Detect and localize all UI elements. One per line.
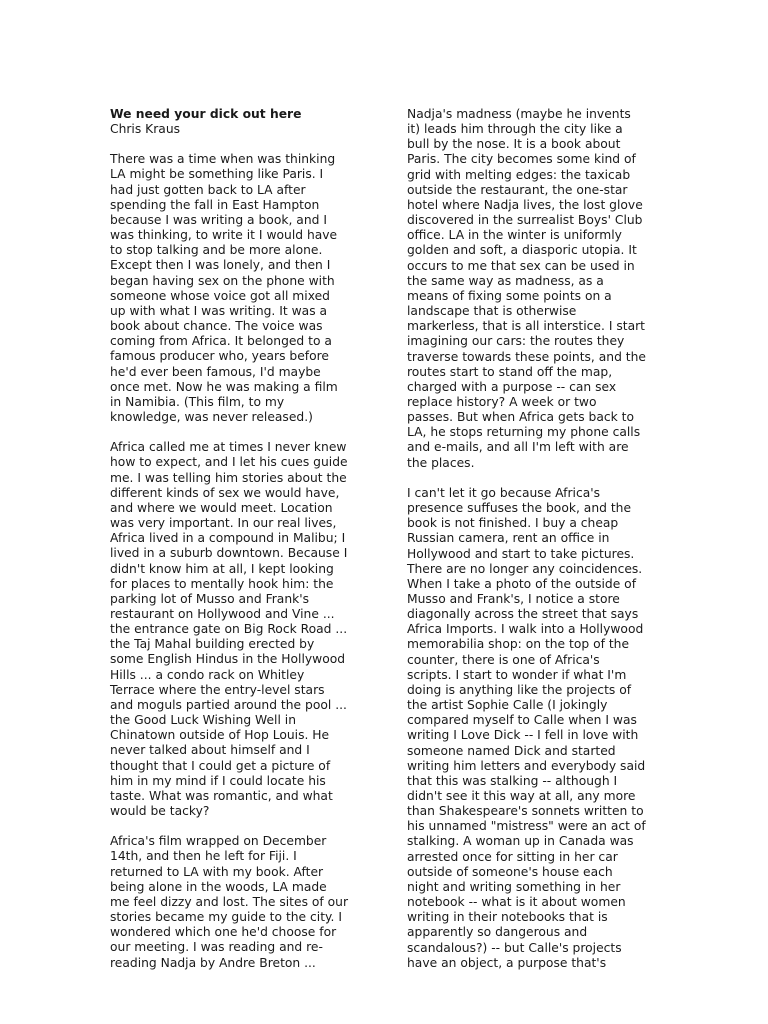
text-line: the same way as madness, as a (407, 273, 604, 288)
article-author: Chris Kraus (110, 122, 181, 137)
text-line: in Namibia. (This film, to my (110, 394, 285, 409)
text-line: There are no longer any coincidences. (407, 561, 643, 576)
text-line: scandalous?) -- but Calle's projects (407, 940, 622, 955)
text-line: outside the restaurant, the one-star (407, 182, 628, 197)
text-line: charged with a purpose -- can sex (407, 379, 617, 394)
text-line: hotel where Nadja lives, the lost glove (407, 197, 643, 212)
text-line: Hills ... a condo rack on Whitley (110, 667, 305, 682)
text-line: Hollywood and start to take pictures. (407, 546, 635, 561)
text-line: Russian camera, rent an office in (407, 531, 610, 546)
right-column-body (407, 107, 662, 971)
text-line: thought that I could get a picture of (110, 758, 331, 773)
text-line: Except then I was lonely, and then I (110, 258, 331, 273)
text-line: someone named Dick and started (407, 743, 616, 758)
text-line: famous producer who, years before (110, 349, 329, 364)
text-line: have an object, a purpose that's (407, 955, 607, 970)
text-line: arrested once for sitting in her car (407, 849, 618, 864)
text-line: diagonally across the street that says (407, 607, 639, 622)
text-line: I can't let it go because Africa's (407, 485, 601, 500)
text-line: landscape that is otherwise (407, 304, 577, 319)
text-line: someone whose voice got all mixed (110, 288, 330, 303)
paragraph (110, 834, 360, 970)
text-line: me. I was telling him stories about the (110, 470, 347, 485)
text-line: began having sex on the phone with (110, 273, 335, 288)
text-line: coming from Africa. It belonged to a (110, 334, 332, 349)
text-line: LA, he stops returning my phone calls (407, 425, 641, 440)
text-line: reading Nadja by Andre Breton ... (110, 955, 316, 970)
text-line: spending the fall in East Hampton (110, 197, 320, 212)
text-line: up with what I was writing. It was a (110, 303, 328, 318)
text-line: replace history? A week or two (407, 394, 597, 409)
text-line: occurs to me that sex can be used in (407, 258, 635, 273)
text-line: scripts. I start to wonder if what I'm (407, 667, 627, 682)
text-line: the Taj Mahal building erected by (110, 637, 315, 652)
left-column-body (110, 152, 360, 970)
text-line: than Shakespeare's sonnets written to (407, 804, 644, 819)
text-line: me feel dizzy and lost. The sites of our (110, 894, 349, 909)
text-line: some English Hindus in the Hollywood (110, 652, 346, 667)
text-line: it) leads him through the city like a (407, 122, 623, 137)
text-line: compared myself to Calle when I was (407, 713, 637, 728)
text-line: counter, there is one of Africa's (407, 652, 600, 667)
text-line: doing is anything like the projects of (407, 682, 632, 697)
text-line: restaurant on Hollywood and Vine ... (110, 606, 335, 621)
text-line: Musso and Frank's, I notice a store (407, 591, 620, 606)
text-line: would be tacky? (110, 804, 210, 819)
article-title: We need your dick out here (110, 107, 302, 121)
text-line: stalking. A woman up in Canada was (407, 834, 634, 849)
text-line: once met. Now he was making a film (110, 379, 338, 394)
text-line: taste. What was romantic, and what (110, 788, 333, 803)
text-line: the Good Luck Wishing Well in (110, 713, 296, 728)
text-line: discovered in the surrealist Boys' Club (407, 213, 643, 228)
text-line: writing I Love Dick -- I fell in love with (407, 728, 639, 743)
text-line: to stop talking and be more alone. (110, 243, 323, 258)
text-line: memorabilia shop: on the top of the (407, 637, 630, 652)
text-line: grid with melting edges: the taxicab (407, 167, 631, 182)
text-line: parking lot of Musso and Frank's (110, 591, 310, 606)
text-line: Paris. The city becomes some kind of (407, 152, 636, 167)
text-line: writing in their notebooks that is (407, 910, 608, 925)
text-line: the artist Sophie Calle (I jokingly (407, 698, 608, 713)
text-line: that this was stalking -- although I (407, 773, 618, 788)
paragraph (110, 440, 360, 819)
text-line: book is not finished. I buy a cheap (407, 516, 619, 531)
text-line: outside of someone's house each (407, 864, 613, 879)
right-column (407, 107, 662, 986)
text-line: him in my mind if I could locate his (110, 773, 326, 788)
text-line: for places to mentally hook him: the (110, 576, 334, 591)
text-line: never talked about himself and I (110, 743, 310, 758)
text-line: markerless, that is all interstice. I start (407, 319, 645, 334)
text-line: notebook -- what is it about women (407, 895, 626, 910)
text-line: different kinds of sex we would have, (110, 485, 340, 500)
text-line: presence suffuses the book, and the (407, 501, 632, 516)
text-line: writing him letters and everybody said (407, 758, 646, 773)
text-line: wondered which one he'd choose for (110, 925, 337, 940)
text-line: When I take a photo of the outside of (407, 576, 637, 591)
text-line: he'd ever been famous, I'd maybe (110, 364, 321, 379)
text-line: our meeting. I was reading and re- (110, 940, 323, 955)
text-line: didn't see it this way at all, any more (407, 789, 636, 804)
text-line: means of fixing some points on a (407, 288, 612, 303)
text-line: book about chance. The voice was (110, 319, 323, 334)
text-line: traverse towards these points, and the (407, 349, 646, 364)
text-line: Africa called me at times I never knew (110, 440, 347, 455)
text-line: knowledge, was never released.) (110, 409, 313, 424)
paragraph (407, 107, 662, 471)
text-line: Chinatown outside of Hop Louis. He (110, 728, 330, 743)
left-column (110, 107, 360, 986)
text-line: and where we would meet. Location (110, 500, 333, 515)
text-line: because I was writing a book, and I (110, 212, 327, 227)
paragraph (110, 152, 360, 425)
text-line: being alone in the woods, LA made (110, 879, 327, 894)
text-line: Nadja's madness (maybe he invents (407, 107, 631, 121)
text-line: lived in a suburb downtown. Because I (110, 546, 348, 561)
text-line: Terrace where the entry-level stars (110, 682, 325, 697)
text-line: bull by the nose. It is a book about (407, 137, 621, 152)
text-line: 14th, and then he left for Fiji. I (110, 849, 297, 864)
text-line: the places. (407, 455, 475, 470)
text-line: how to expect, and I let his cues guide (110, 455, 348, 470)
text-line: Africa lived in a compound in Malibu; I (110, 531, 346, 546)
text-line: golden and soft, a diasporic utopia. It (407, 243, 637, 258)
text-line: imagining our cars: the routes they (407, 334, 625, 349)
text-line: There was a time when was thinking (110, 152, 336, 167)
text-line: stories became my guide to the city. I (110, 910, 342, 925)
text-line: didn't know him at all, I kept looking (110, 561, 334, 576)
text-line: and moguls partied around the pool ... (110, 697, 347, 712)
text-line: LA might be something like Paris. I (110, 167, 324, 182)
text-line: routes start to stand off the map, (407, 364, 613, 379)
text-line: Africa's film wrapped on December (110, 834, 327, 849)
text-line: returned to LA with my book. After (110, 864, 324, 879)
text-line: night and writing something in her (407, 879, 621, 894)
text-line: was thinking, to write it I would have (110, 228, 338, 243)
text-line: office. LA in the winter is uniformly (407, 228, 622, 243)
text-line: was very important. In our real lives, (110, 516, 337, 531)
text-line: the entrance gate on Big Rock Road ... (110, 622, 348, 637)
text-line: had just gotten back to LA after (110, 182, 306, 197)
text-line: and e-mails, and all I'm left with are (407, 440, 629, 455)
text-line: passes. But when Africa gets back to (407, 410, 634, 425)
text-line: apparently so dangerous and (407, 925, 588, 940)
text-line: his unnamed "mistress" were an act of (407, 819, 646, 834)
paragraph (407, 486, 662, 971)
text-line: Africa Imports. I walk into a Hollywood (407, 622, 644, 637)
